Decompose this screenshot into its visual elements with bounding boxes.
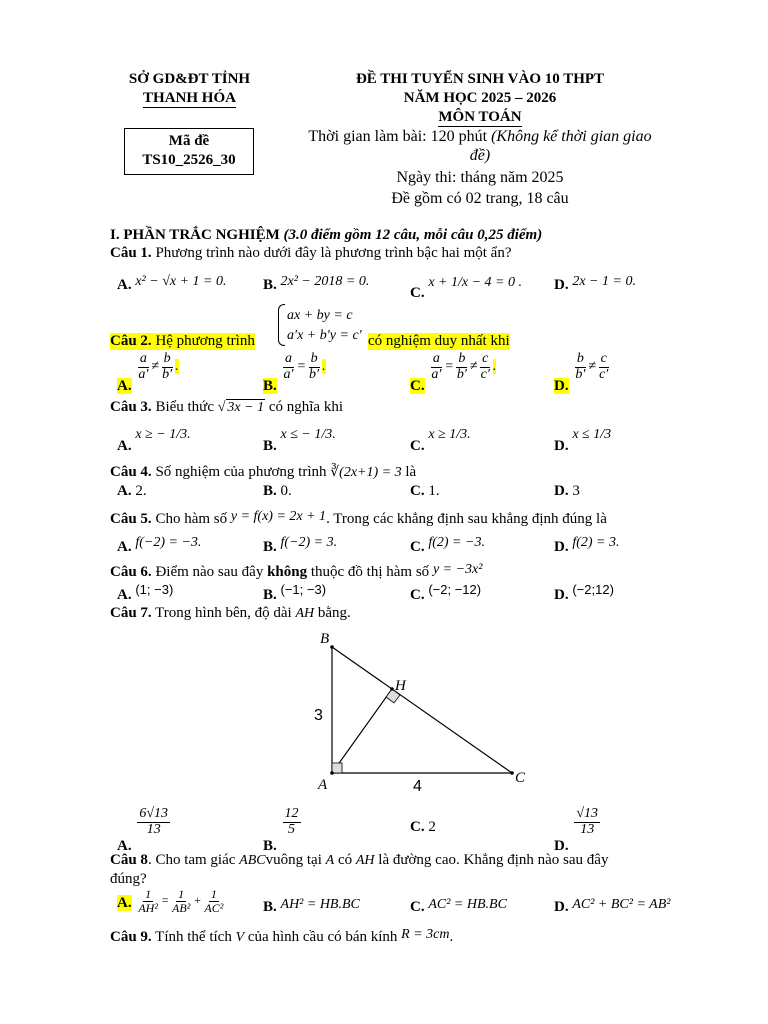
q8-text: . Cho tam giác: [147, 852, 236, 868]
q2-c-math: $\frac{a}{a'}$ = $\frac{b}{b'}$ ≠ $\frac{c}{c'}$ .: [431, 351, 497, 382]
triangle-figure: [300, 625, 540, 800]
q6-expr: y = −3x²: [432, 562, 483, 577]
q7-b-label: B.: [263, 837, 277, 854]
q7-c-label: C.: [410, 819, 425, 835]
exam-code-value: TS10_2526_30: [142, 152, 236, 168]
q9-text3: .: [449, 929, 454, 945]
time-note: (Không kể thời gian giao: [491, 128, 652, 145]
q7-b-den: 5: [288, 821, 296, 837]
q8-expr-a: A: [325, 853, 335, 868]
q3-option-c[interactable]: [410, 427, 471, 455]
question-3: [110, 399, 343, 416]
q3-b-label: B.: [263, 438, 277, 454]
point-a: [330, 771, 334, 775]
q4-d-value: 3: [568, 483, 580, 499]
q8-option-c[interactable]: [410, 899, 507, 916]
q3-a-label: A.: [117, 438, 132, 454]
q5-option-a[interactable]: [117, 535, 202, 556]
q1-a-label: A.: [117, 277, 132, 293]
q8-option-d[interactable]: [554, 899, 670, 916]
q8-option-b[interactable]: [263, 899, 360, 916]
q7-option-b[interactable]: [263, 806, 302, 854]
q5-a-math: f(−2) = −3.: [135, 535, 202, 550]
q8-b-math: AH² = HB.BC: [280, 897, 360, 912]
subject: MÔN TOÁN: [438, 109, 522, 125]
q7-option-a[interactable]: [117, 806, 171, 854]
time-note-end: đề): [469, 147, 491, 164]
q7-label: Câu 7.: [110, 605, 152, 621]
q7-a-math: [137, 807, 170, 837]
exam-title: ĐỀ THI TUYỂN SINH VÀO 10 THPT: [355, 71, 605, 87]
section-title: I. PHẦN TRẮC NGHIỆM: [110, 227, 284, 243]
q3-label: Câu 3.: [110, 399, 152, 415]
q2-option-c[interactable]: [410, 351, 497, 395]
q2-a-label: A.: [117, 378, 132, 395]
q8-d-math: AC² + BC² = AB²: [572, 897, 671, 912]
q8-text2: vuông tại: [265, 852, 322, 868]
exam-code-label: Mã đề: [168, 133, 210, 149]
q2-a-math: $\frac{a}{a'}$ ≠ $\frac{b}{b'}$ .: [138, 351, 179, 382]
q4-option-d[interactable]: [554, 483, 580, 500]
q9-label: Câu 9.: [110, 929, 152, 945]
q1-b-label: B.: [263, 277, 277, 293]
time-line: [280, 127, 680, 146]
q5-option-b[interactable]: [263, 535, 338, 556]
q8-b-label: B.: [263, 899, 277, 915]
province-line: THANH HÓA: [143, 90, 236, 106]
question-1: [110, 245, 511, 262]
q1-label: Câu 1.: [110, 245, 152, 261]
q9-text2: của hình cầu có bán kính: [244, 929, 398, 945]
q2-b-math: $\frac{a}{a'}$ = $\frac{b}{b'}$ .: [283, 351, 326, 382]
q3-option-d[interactable]: [554, 427, 612, 455]
exam-code-box: [124, 128, 254, 175]
q4-option-b[interactable]: [263, 483, 292, 500]
q7-option-c[interactable]: [410, 819, 436, 836]
question-7: [110, 605, 351, 622]
q2-eq2: a′x + b′y = c′: [287, 328, 362, 343]
section-note: (3.0 điểm gồm 12 câu, mỗi câu 0,25 điểm): [283, 227, 543, 243]
q5-c-label: C.: [410, 539, 425, 555]
q6-c-math: (−2; −12): [428, 582, 482, 597]
q3-b-math: x ≤ − 1/3.: [280, 427, 336, 442]
q6-b-label: B.: [263, 587, 277, 603]
q7-d-num: √13: [576, 806, 599, 821]
q6-text-bold: không: [267, 564, 308, 580]
q7-option-d[interactable]: [554, 806, 601, 854]
q5-option-d[interactable]: [554, 535, 620, 556]
exam-title-block: [280, 70, 680, 208]
q6-option-b[interactable]: [263, 582, 327, 604]
q8-c-label: C.: [410, 899, 425, 915]
label-b: B: [320, 631, 330, 647]
q4-c-value: 1.: [424, 483, 440, 499]
q5-option-c[interactable]: [410, 535, 485, 556]
q3-option-b[interactable]: [263, 427, 336, 455]
q5-a-label: A.: [117, 539, 132, 555]
q4-c-label: C.: [410, 483, 425, 499]
q7-expr: AH: [295, 606, 315, 621]
q6-text-a: Điểm nào sau đây: [151, 564, 268, 580]
time-text: Thời gian làm bài: 120 phút: [308, 128, 492, 145]
q8-a-math: $\frac{1}{\text{AH²}}$ = $\frac{1}{\text{AB²}}$ + $\frac{1}{\text{AC²}}$: [138, 887, 224, 915]
q1-c-label: C.: [410, 285, 425, 301]
q4-option-c[interactable]: [410, 483, 440, 500]
q1-d-math: 2x − 1 = 0.: [572, 274, 636, 289]
q2-c-label: C.: [410, 378, 425, 395]
q1-option-c[interactable]: [410, 275, 523, 302]
question-8: [110, 852, 608, 869]
q4-text: Số nghiệm của phương trình: [151, 464, 327, 480]
q6-a-label: A.: [117, 587, 132, 603]
q4-text-end: là: [401, 464, 417, 480]
q5-c-math: f(2) = −3.: [428, 535, 485, 550]
system-brace: [278, 304, 285, 346]
q6-option-d[interactable]: [554, 582, 614, 604]
q5-text-end: . Trong các khẳng định sau khẳng định đúng là: [326, 511, 607, 527]
q1-b-math: 2x² − 2018 = 0.: [280, 274, 370, 289]
q6-option-c[interactable]: [410, 582, 482, 604]
q6-label: Câu 6.: [110, 564, 152, 580]
length-ab: 3: [314, 707, 323, 724]
q2-eq1: ax + by = c: [287, 308, 353, 323]
q8-expr-ah: AH: [355, 853, 375, 868]
q2-option-d[interactable]: [554, 351, 611, 395]
q7-b-math: [283, 807, 301, 837]
q4-b-label: B.: [263, 483, 277, 499]
q4-option-a[interactable]: [117, 483, 147, 500]
q7-a-num: 6√13: [139, 806, 169, 821]
q1-text: Phương trình nào dưới đây là phương trình bậc hai một ẩn?: [151, 245, 512, 261]
q1-d-label: D.: [554, 277, 569, 293]
q5-d-math: f(2) = 3.: [572, 535, 620, 550]
q2-d-label: D.: [554, 378, 569, 395]
q8-option-a[interactable]: [117, 888, 226, 914]
q7-d-den: 13: [580, 821, 595, 837]
q3-option-a[interactable]: [117, 427, 191, 455]
label-a: A: [318, 777, 328, 793]
q6-d-label: D.: [554, 587, 569, 603]
q3-text-end: có nghĩa khi: [265, 399, 343, 415]
q8-text4: là đường cao. Khẳng định nào sau đây: [374, 852, 609, 868]
q6-d-math: (−2;12): [572, 582, 614, 597]
label-c: C: [515, 770, 526, 786]
right-angle-a: [332, 763, 342, 773]
q3-d-math: x ≤ 1/3: [572, 427, 612, 442]
point-h: [390, 687, 394, 691]
q7-text: Trong hình bên, độ dài: [151, 605, 292, 621]
q8-text3: có: [334, 852, 353, 868]
q4-a-value: 2.: [131, 483, 147, 499]
q1-c-math: x + 1/x − 4 = 0 .: [428, 275, 523, 290]
q2-system: [287, 306, 362, 346]
q9-expr-r: R = 3cm: [401, 927, 450, 942]
q3-radicand: 3x − 1: [227, 400, 265, 415]
q9-expr-v: V: [235, 930, 245, 945]
q3-c-math: x ≥ 1/3.: [428, 427, 471, 442]
exam-date: Ngày thi: tháng năm 2025: [396, 169, 564, 186]
question-2: [110, 333, 255, 350]
q4-expr: ∛(2x+1) = 3: [330, 465, 402, 480]
q7-a-den: 13: [146, 821, 161, 837]
q7-b-num: 12: [284, 806, 299, 821]
q5-d-label: D.: [554, 539, 569, 555]
q4-d-label: D.: [554, 483, 569, 499]
length-ac: 4: [413, 778, 422, 795]
q8-label: Câu 8: [110, 852, 148, 868]
q5-expr: y = f(x) = 2x + 1: [230, 509, 327, 524]
q3-a-math: x ≥ − 1/3.: [135, 427, 191, 442]
question-5: [110, 511, 607, 528]
q6-a-math: (1; −3): [135, 582, 174, 597]
question-6: [110, 564, 482, 581]
page-count: Đề gồm có 02 trang, 18 câu: [391, 190, 569, 207]
q4-a-label: A.: [117, 483, 132, 499]
question-4: [110, 464, 416, 481]
q2-label: Câu 2.: [110, 333, 152, 349]
q8-expr-abc: ABC: [239, 853, 266, 868]
school-header: [112, 70, 267, 108]
school-year: NĂM HỌC 2025 – 2026: [403, 90, 557, 106]
q4-b-value: 0.: [276, 483, 292, 499]
side-bc: [332, 647, 512, 773]
q1-option-d[interactable]: [554, 274, 636, 294]
section-heading: [110, 227, 542, 244]
q3-c-label: C.: [410, 438, 425, 454]
q6-option-a[interactable]: [117, 582, 174, 604]
q2-d-math: $\frac{b}{b'}$ ≠ $\frac{c}{c'}$: [575, 351, 609, 382]
altitude-ah: [332, 689, 392, 773]
q7-text-end: bằng.: [314, 605, 351, 621]
q7-d-math: [574, 807, 600, 837]
q3-d-label: D.: [554, 438, 569, 454]
q2-option-b[interactable]: [263, 351, 326, 395]
label-h: H: [395, 678, 406, 694]
q7-d-label: D.: [554, 837, 569, 854]
q9-text: Tính thể tích: [151, 929, 232, 945]
q6-c-label: C.: [410, 587, 425, 603]
q2-text: Hệ phương trình: [151, 333, 255, 349]
q5-b-label: B.: [263, 539, 277, 555]
q5-label: Câu 5.: [110, 511, 152, 527]
q6-b-math: (−1; −3): [280, 582, 327, 597]
q5-text: Cho hàm số: [151, 511, 228, 527]
q4-label: Câu 4.: [110, 464, 152, 480]
q8-c-math: AC² = HB.BC: [428, 897, 507, 912]
q7-a-label: A.: [117, 837, 132, 854]
q1-a-math: x² − √x + 1 = 0.: [135, 274, 227, 289]
q2-b-label: B.: [263, 378, 277, 395]
point-c: [510, 771, 514, 775]
q8-d-label: D.: [554, 899, 569, 915]
q3-expr: √ 3x − 1: [217, 400, 265, 415]
point-b: [330, 645, 334, 649]
q3-text: Biểu thức: [151, 399, 214, 415]
q8-a-label: A.: [117, 894, 132, 911]
q2-text-end: có nghiệm duy nhất khi: [368, 333, 510, 349]
question-9: [110, 929, 453, 946]
q2-option-a[interactable]: [117, 351, 179, 395]
q1-option-a[interactable]: [117, 274, 227, 294]
q7-c-value: 2: [424, 819, 436, 835]
q8-text-end: đúng?: [110, 871, 147, 887]
q5-b-math: f(−2) = 3.: [280, 535, 338, 550]
q6-text-b: thuộc đồ thị hàm số: [307, 564, 430, 580]
department-line: SỞ GD&ĐT TỈNH: [128, 71, 251, 87]
q1-option-b[interactable]: [263, 274, 370, 294]
